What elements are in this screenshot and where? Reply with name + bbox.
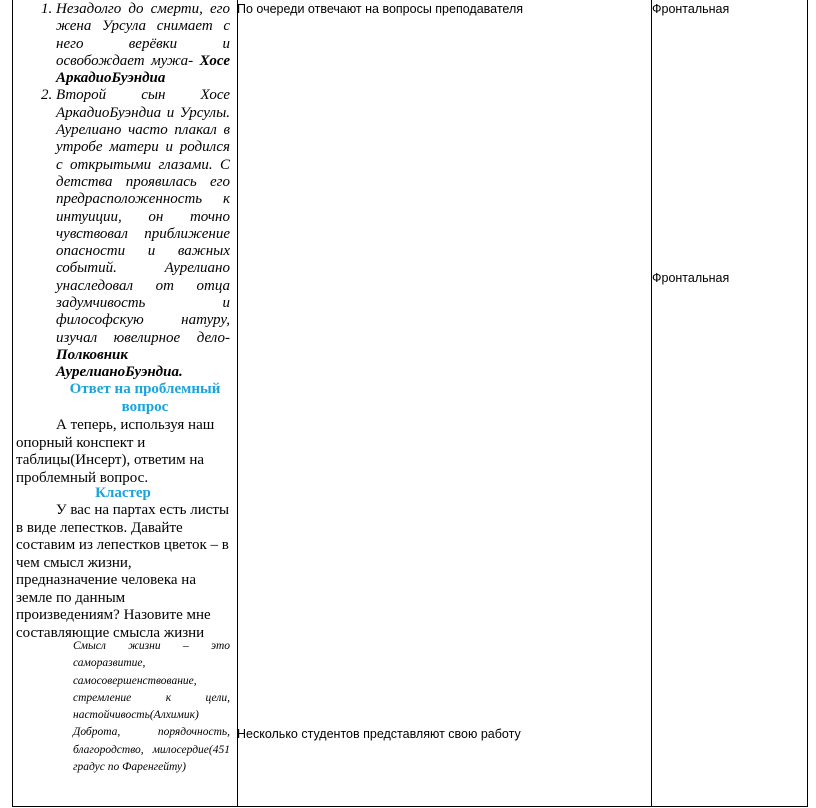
- column3-row1: Фронтальная: [652, 2, 730, 16]
- list-item-bold: Хосе АркадиоБуэндиа: [56, 52, 230, 87]
- list-item-1: [56, 1, 230, 87]
- list-item-bold: Полковник АурелианоБуэндиа.: [56, 346, 183, 381]
- numbered-list: [12, 1, 230, 382]
- column-divider-2: [651, 0, 652, 806]
- list-item-text: Второй сын Хосе АркадиоБуэндиа и Урсулы. Аурелиано часто плакал в утробе матери и родился с открытыми глазами. С детства проявилась его предрасположенность к интуиции, он точно чувствовал приближение опасности и важных событий. Аурелиано унаследовал от отца задумчивость и философскую натуру, изучал ювелирное дело-: [56, 87, 230, 346]
- list-item-text: Незадолго до смерти, его жена Урсула снимает с него верёвки и освобождает мужа-: [56, 1, 230, 69]
- heading-cluster: Кластер: [95, 485, 151, 501]
- column2-row2: Несколько студентов представляют свою работу: [237, 727, 521, 741]
- column3-row2: Фронтальная: [652, 271, 730, 285]
- small-note: Смысл жизни – это саморазвитие, самосовершенствование, стремление к цели, настойчивость(Алхимик) Доброта, порядочность, благородство, милосердие(451 градус по Фаренгейту): [73, 640, 230, 774]
- paragraph-cluster: [16, 502, 230, 642]
- heading-problem: Ответ на проблемный вопрос: [69, 381, 221, 415]
- column-divider-1: [237, 0, 238, 806]
- list-item-2: [56, 87, 230, 381]
- column2-row1: По очереди отвечают на вопросы преподавателя: [237, 2, 524, 16]
- paragraph-problem: [16, 417, 230, 487]
- paragraph-problem-text: А теперь, используя наш опорный конспект и таблицы(Инсерт), ответим на проблемный вопрос.: [16, 417, 215, 486]
- paragraph-cluster-text: У вас на партах есть листы в виде лепестков. Давайте составим из лепестков цветок – в чем смысл жизни, предназначение человека на земле по данным произведениям? Назовите мне составляющие смысла жизни: [16, 502, 230, 641]
